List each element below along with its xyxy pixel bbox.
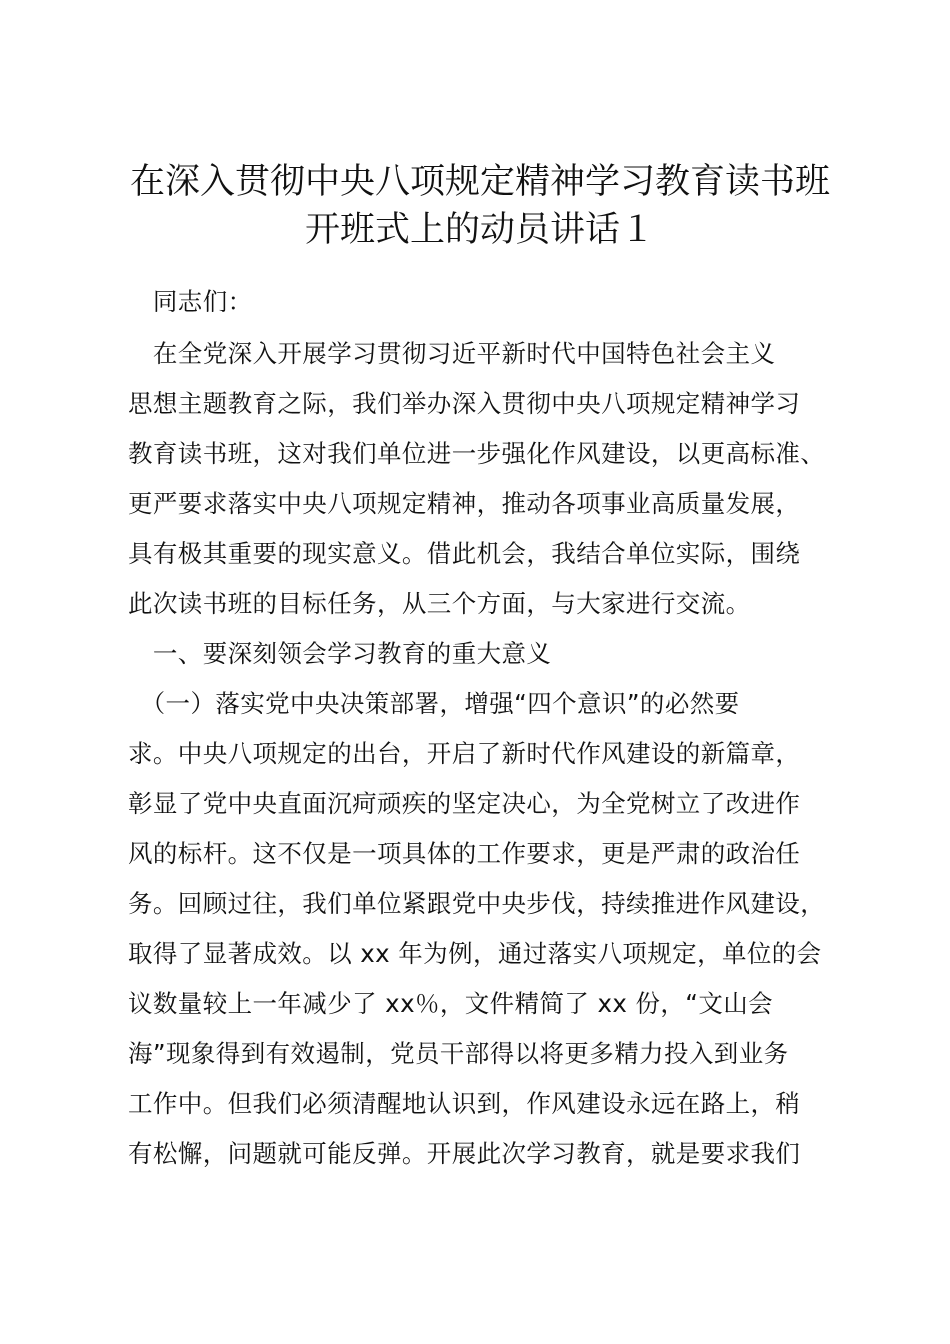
paragraph-line: 彰显了党中央直面沉疴顽疾的坚定决心，为全党树立了改进作 [128,789,801,818]
document-title-line-2: 开班式上的动员讲话１ [304,210,655,250]
paragraph-line: 思想主题教育之际，我们举办深入贯彻中央八项规定精神学习 [128,389,801,418]
paragraph-line: 议数量较上一年减少了 xx％，文件精简了 xx 份，“文山会 [128,989,774,1018]
paragraph-line: 教育读书班，这对我们单位进一步强化作风建设，以更高标准、 [128,439,826,468]
subsection-heading: （一）落实党中央决策部署，增强“四个意识”的必然要 [128,689,740,718]
paragraph-line: 求。中央八项规定的出台，开启了新时代作风建设的新篇章， [128,739,801,768]
paragraph-line: 有松懈，问题就可能反弹。开展此次学习教育，就是要求我们 [128,1139,801,1168]
paragraph-line: 海”现象得到有效遏制，党员干部得以将更多精力投入到业务 [128,1039,789,1068]
paragraph-line: 此次读书班的目标任务，从三个方面，与大家进行交流。 [128,589,751,618]
salutation: 同志们： [128,287,253,316]
paragraph-line: 更严要求落实中央八项规定精神，推动各项事业高质量发展， [128,489,801,518]
section-heading: 一、要深刻领会学习教育的重大意义 [128,639,552,668]
paragraph-line: 风的标杆。这不仅是一项具体的工作要求，更是严肃的政治任 [128,839,801,868]
paragraph-line: 务。回顾过往，我们单位紧跟党中央步伐，持续推进作风建设， [128,889,826,918]
paragraph-line: 在全党深入开展学习贯彻习近平新时代中国特色社会主义 [128,339,776,368]
paragraph-line: 工作中。但我们必须清醒地认识到，作风建设永远在路上，稍 [128,1089,801,1118]
paragraph-line: 具有极其重要的现实意义。借此机会，我结合单位实际，围绕 [128,539,801,568]
document-title-line-1: 在深入贯彻中央八项规定精神学习教育读书班 [129,162,830,202]
paragraph-line: 取得了显著成效。以 xx 年为例，通过落实八项规定，单位的会 [128,939,822,968]
